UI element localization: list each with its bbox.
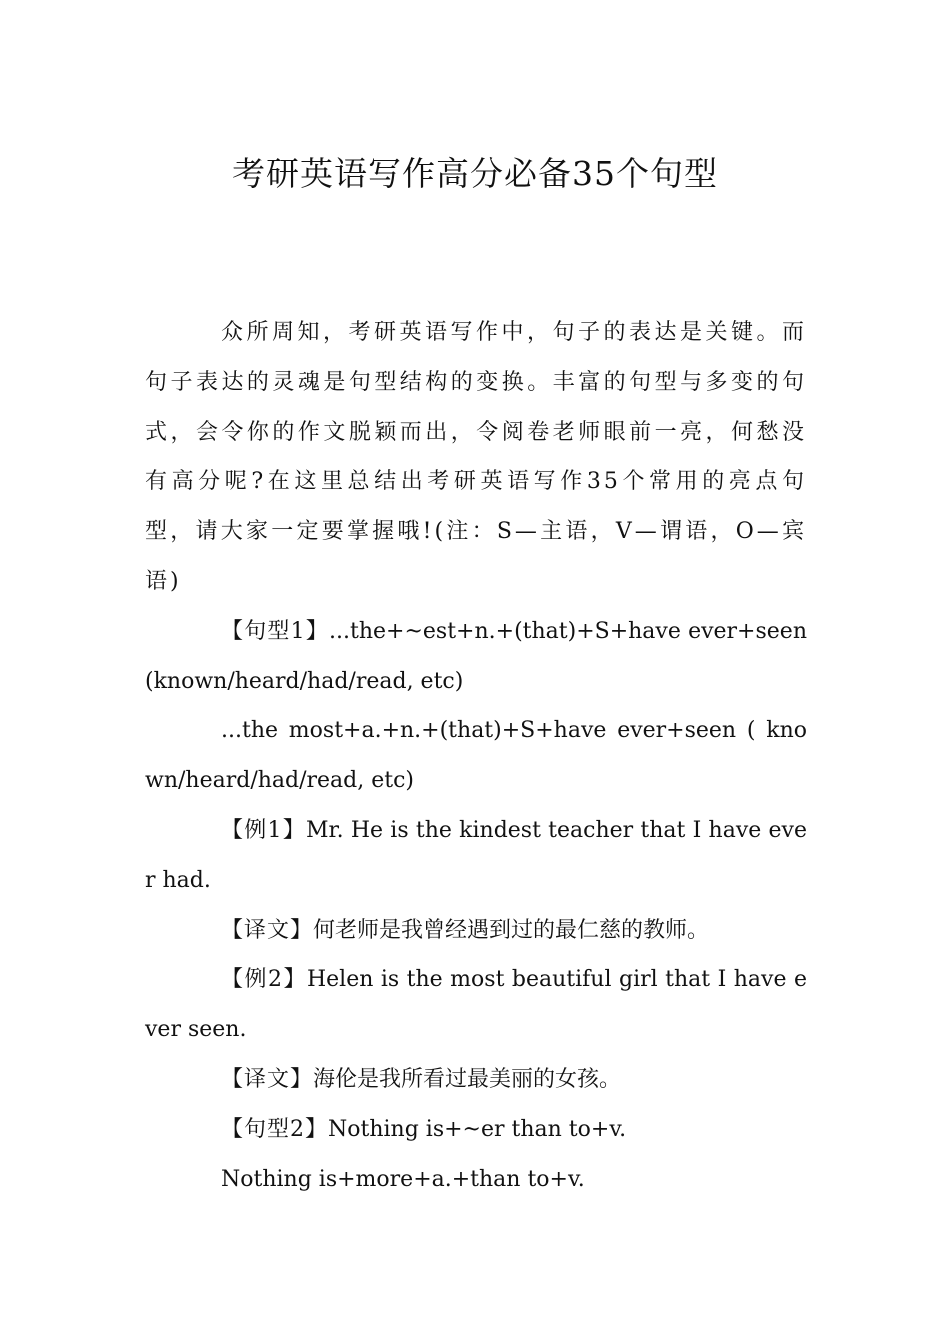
pattern-1-paragraph [145,607,807,707]
pattern-2-alt-text: Nothing is+more+a.+than to+v. [221,1166,585,1192]
translation-2-label: 【译文】 [221,1066,314,1092]
document-title: 考研英语写作高分必备35个句型 [232,154,718,193]
example-1-label: 【例1】 [221,817,306,843]
translation-2-text: 海伦是我所看过最美丽的女孩。 [313,1066,622,1092]
pattern-2-text: Nothing is+~er than to+v. [328,1116,627,1142]
example-2-label: 【例2】 [221,967,307,993]
translation-2-paragraph [145,1055,807,1105]
document-body [145,308,807,1204]
pattern-1-text: ...the+~est+n.+(that)+S+have ever+seen (known/heard/had/read, etc) [145,618,807,694]
example-2-text: Helen is the most beautiful girl that I have ever seen. [145,967,808,1043]
example-1-text: Mr. He is the kindest teacher that I have ever had. [145,817,807,893]
pattern-1-alt-paragraph [145,706,807,806]
example-1-paragraph [145,806,807,906]
translation-1-paragraph [145,906,807,956]
pattern-2-paragraph [145,1105,807,1155]
example-2-paragraph [145,955,807,1055]
translation-1-text: 何老师是我曾经遇到过的最仁慈的教师。 [313,917,710,943]
translation-1-label: 【译文】 [221,917,314,943]
pattern-1-alt-text: ...the most+a.+n.+(that)+S+have ever+seen ( known/heard/had/read, etc) [145,718,807,794]
intro-paragraph: 众所周知，考研英语写作中，句子的表达是关键。而句子表达的灵魂是句型结构的变换。丰富的句型与多变的句式，会令你的作文脱颖而出，令阅卷老师眼前一亮，何愁没有高分呢?在这里总结出考研英语写作35个常用的亮点句型，请大家一定要掌握哦!(注：S—主语，V—谓语，O—宾语) [145,320,807,594]
pattern-1-label: 【句型1】 [221,618,330,644]
pattern-2-alt-paragraph [145,1155,807,1205]
pattern-2-label: 【句型2】 [221,1116,328,1142]
